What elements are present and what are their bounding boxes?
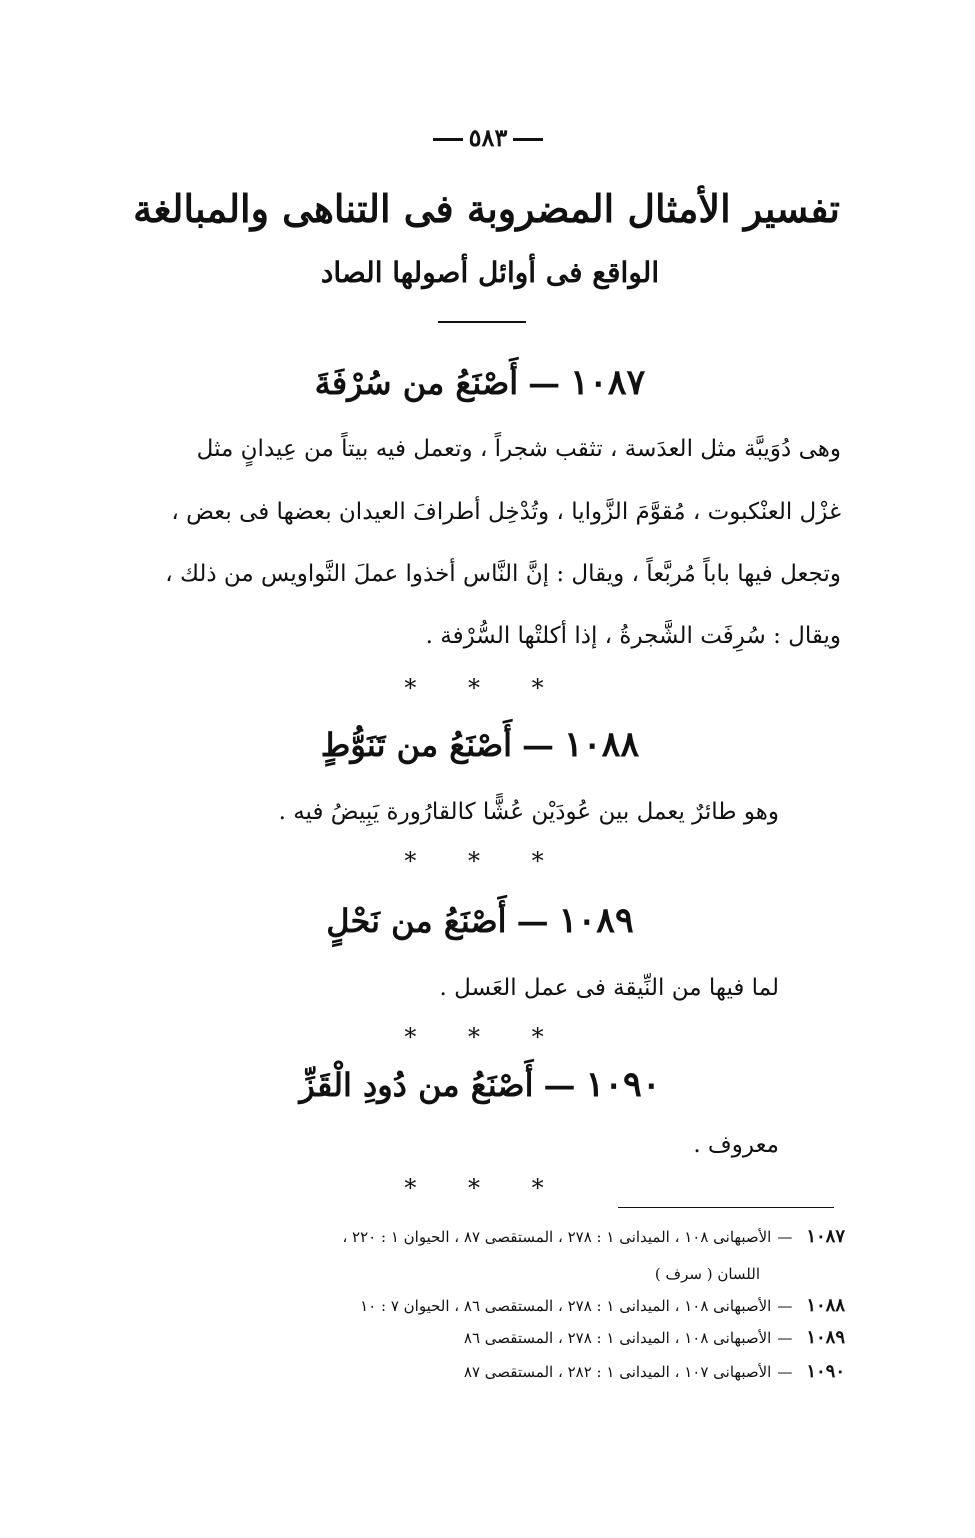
- entry-1087-line-4: ويقال : سُرِفَت الشَّجرةُ ، إذا أكلتْها السُّرْفة .: [425, 623, 841, 649]
- entry-heading-1089: [160, 894, 800, 948]
- page-number: [388, 122, 588, 154]
- entry-number: ١٠٨٩: [558, 900, 634, 941]
- footnote-number: ١٠٨٩: [806, 1327, 845, 1348]
- entry-proverb: أَصْنَعُ من دُودِ الْقَزِّ: [299, 1066, 534, 1104]
- entry-proverb: أَصْنَعُ من تَنَوُّطٍ: [320, 726, 512, 764]
- footnote-text: الأصبهانى ١٠٧ ، الميدانى ١ : ٢٨٢ ، المستقصى ٨٧: [463, 1363, 772, 1381]
- page-number-dash-right: [513, 138, 543, 141]
- entry-dash: —: [522, 726, 554, 764]
- page-number-text: ٥٨٣: [468, 123, 508, 152]
- title-rule: [438, 321, 526, 323]
- entry-1087-line-1: وهى دُوَيبَّة مثل العدَسة ، تثقب شجراً ، وتعمل فيه بيتاً من عِيدانٍ مثل: [196, 436, 841, 462]
- footnote-rule: [618, 1207, 834, 1208]
- footnote-1087-continuation: اللسان ( سرف ): [654, 1265, 760, 1283]
- footnote-text: الأصبهانى ١٠٨ ، الميدانى ١ : ٢٧٨ ، المستقصى ٨٦ ، الحيوان ٧ : ١٠: [360, 1297, 772, 1315]
- entry-1090-line-1: معروف .: [693, 1132, 779, 1158]
- chapter-subtitle: الواقع فى أوائل أصولها الصاد: [320, 256, 660, 289]
- footnote-1089: [125, 1321, 845, 1355]
- entry-dash: —: [543, 1066, 576, 1104]
- footnote-number: ١٠٩٠: [806, 1361, 845, 1382]
- footnote-text: الأصبهانى ١٠٨ ، الميدانى ١ : ٢٧٨ ، المستقصى ٨٦: [463, 1329, 772, 1347]
- entry-heading-1087: [160, 356, 800, 410]
- footnote-number: ١٠٨٧: [806, 1226, 845, 1247]
- footnote-number: ١٠٨٨: [806, 1295, 845, 1316]
- footnote-1088: [125, 1289, 845, 1323]
- entry-proverb: أَصْنَعُ من سُرْفَةَ: [314, 364, 519, 402]
- footnote-text: الأصبهانى ١٠٨ ، الميدانى ١ : ٢٧٨ ، المستقصى ٨٧ ، الحيوان ١ : ٢٢٠ ،: [342, 1228, 772, 1246]
- page-number-dash-left: [433, 138, 463, 141]
- footnote-1087: [125, 1220, 845, 1254]
- section-separator: * * *: [404, 674, 566, 702]
- entry-number: ١٠٩٠: [585, 1064, 661, 1105]
- footnote-dash: —: [777, 1297, 793, 1315]
- footnote-dash: —: [777, 1329, 793, 1347]
- entry-1087-line-2: غزْل العنْكبوت ، مُقوَّمَ الزَّوايا ، وتُدْخِل أطرافَ العيدان بعضها فى بعض ،: [171, 499, 841, 525]
- entry-number: ١٠٨٨: [564, 724, 640, 765]
- footnote-dash: —: [777, 1228, 793, 1246]
- entry-dash: —: [516, 902, 549, 940]
- entry-1088-line-1: وهو طائرٌ يعمل بين عُودَيْن عُشًّا كالقارُورة يَبِيضُ فيه .: [278, 799, 779, 825]
- entry-heading-1090: [160, 1058, 800, 1112]
- footnote-1090: [125, 1355, 845, 1389]
- section-separator: * * *: [404, 847, 566, 875]
- entry-proverb: أَصْنَعُ من نَحْلٍ: [326, 902, 507, 940]
- entry-heading-1088: [160, 718, 800, 772]
- section-separator: * * *: [404, 1023, 566, 1051]
- chapter-title: تفسير الأمثال المضروبة فى التناهى والمبالغة: [133, 186, 840, 231]
- entry-number: ١٠٨٧: [570, 362, 646, 403]
- entry-1089-line-1: لما فيها من النِّيقة فى عمل العَسل .: [439, 975, 779, 1001]
- entry-1087-line-3: وتجعل فيها باباً مُربَّعاً ، ويقال : إنَّ النَّاس أخذوا عملَ النَّواويس من ذلك ،: [165, 561, 841, 587]
- entry-dash: —: [528, 364, 561, 402]
- section-separator: * * *: [404, 1174, 566, 1202]
- footnote-dash: —: [777, 1363, 793, 1381]
